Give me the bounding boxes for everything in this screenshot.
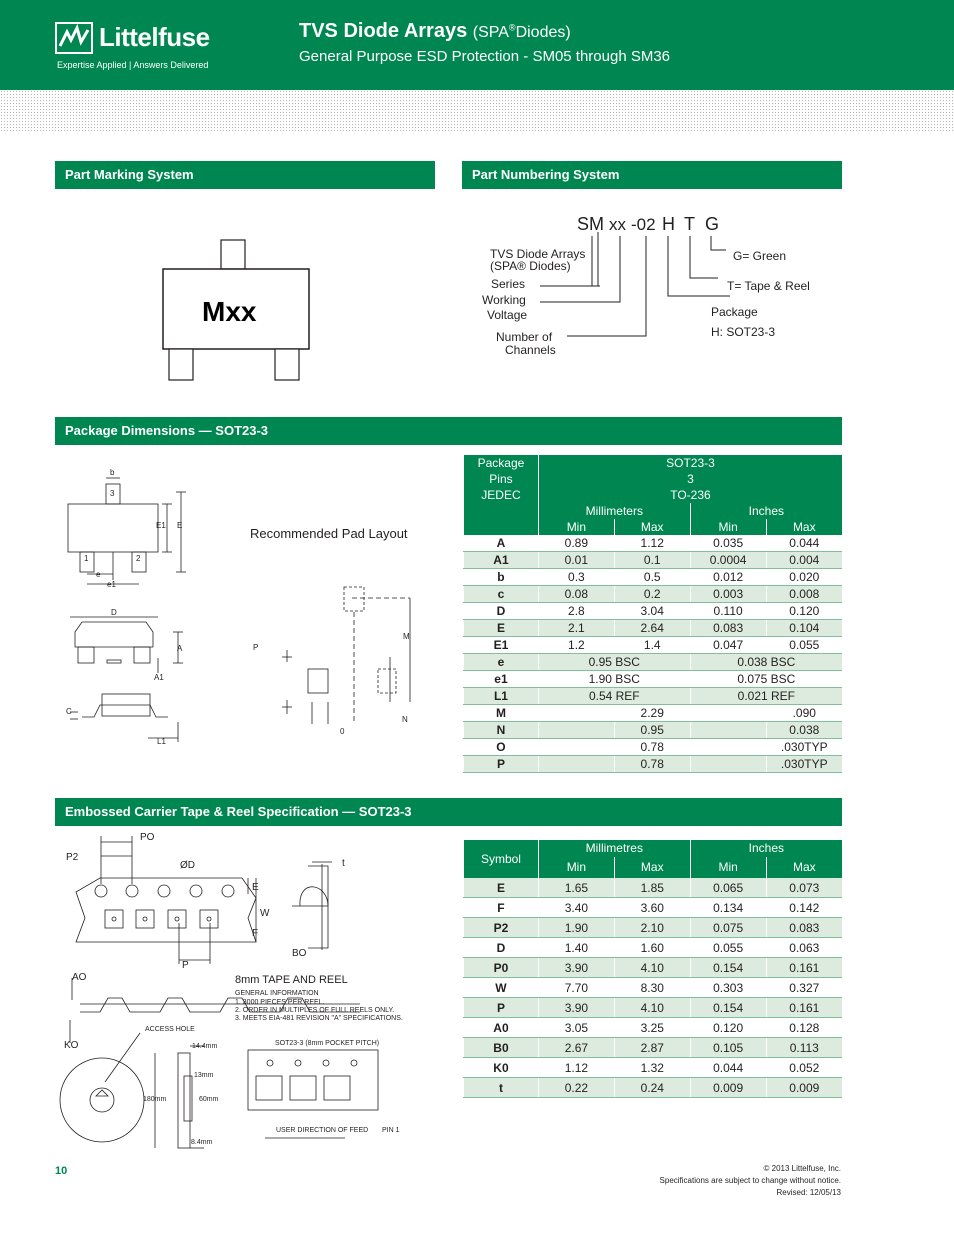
table-cell xyxy=(690,722,766,739)
table-cell: 0.113 xyxy=(766,1038,842,1058)
table-cell: .030TYP xyxy=(766,739,842,756)
table-cell: 0.055 xyxy=(766,637,842,654)
svg-text:E: E xyxy=(177,521,183,530)
table-cell: 0.075 BSC xyxy=(690,671,842,688)
unit-mm-tape: Millimetres xyxy=(538,840,690,857)
svg-text:PO: PO xyxy=(140,832,155,843)
svg-text:14.4mm: 14.4mm xyxy=(192,1043,218,1050)
table-cell: e1 xyxy=(464,671,539,688)
code-g: G xyxy=(705,214,720,234)
table-row xyxy=(464,671,843,688)
svg-text:E: E xyxy=(252,882,259,893)
table-cell: 1.65 xyxy=(538,878,614,898)
table-cell: 0.052 xyxy=(766,1058,842,1078)
svg-text:N: N xyxy=(402,715,408,724)
table-cell: 7.70 xyxy=(538,978,614,998)
pkg-value: SOT23-3 xyxy=(538,455,842,471)
table-cell: t xyxy=(464,1078,539,1098)
table-cell: .030TYP xyxy=(766,756,842,773)
table-cell: 4.10 xyxy=(614,958,690,978)
table-cell: 1.2 xyxy=(538,637,614,654)
table-cell: 0.009 xyxy=(690,1078,766,1098)
tape-spec-table: Symbol Millimetres Inches Min Max Min Max E 1.65 1.85 0.065 0.073 F 3.40 3.60 0.134 0.142 P2 1.90 2.10 0.075 0.083 D 1.40 1.60 0.055 0.063 P0 3.90 4.10 0.154 0.161 W 7.70 8.30 0.303 0.327 P 3.90 4.10 0.154 0.161 A0 3.05 3.25 0.120 0.128 B0 2.67 2.87 0.105 0.113 K0 1.12 1.32 0.044 0.052 t 0.22 0.24 0.009 0.009 xyxy=(463,840,842,1098)
jedec-label: JEDEC xyxy=(464,487,539,503)
table-cell xyxy=(538,756,614,773)
table-cell: 3.04 xyxy=(614,603,690,620)
table-row xyxy=(464,722,843,739)
table-cell: E xyxy=(464,620,539,637)
brand-tagline: Expertise Applied | Answers Delivered xyxy=(57,60,209,70)
svg-text:PIN 1: PIN 1 xyxy=(382,1127,400,1134)
table-cell: 1.4 xyxy=(614,637,690,654)
title-suffix: (SPA®Diodes) xyxy=(472,22,571,41)
table-cell: 0.24 xyxy=(614,1078,690,1098)
table-cell: 0.142 xyxy=(766,898,842,918)
table-cell: 0.003 xyxy=(690,586,766,603)
table-cell: 0.044 xyxy=(690,1058,766,1078)
table-cell: 1.85 xyxy=(614,878,690,898)
table-cell: 0.89 xyxy=(538,535,614,552)
table-cell: 2.8 xyxy=(538,603,614,620)
table-cell: 0.073 xyxy=(766,878,842,898)
table-cell: 0.128 xyxy=(766,1018,842,1038)
table-cell: A1 xyxy=(464,552,539,569)
section-tape-reel: Embossed Carrier Tape & Reel Specification — SOT23-3 xyxy=(55,798,842,826)
svg-text:AO: AO xyxy=(72,972,87,983)
table-cell: 0.044 xyxy=(766,535,842,552)
page-subtitle: General Purpose ESD Protection - SM05 through SM36 xyxy=(299,48,671,65)
table-cell: K0 xyxy=(464,1058,539,1078)
table-row xyxy=(464,998,843,1018)
section-part-numbering: Part Numbering System xyxy=(462,161,842,189)
table-cell: 0.065 xyxy=(690,878,766,898)
table-row xyxy=(464,878,843,898)
table-cell: 0.95 xyxy=(614,722,690,739)
svg-text:D: D xyxy=(111,608,117,617)
table-row xyxy=(464,756,843,773)
table-cell: 2.67 xyxy=(538,1038,614,1058)
table-cell: c xyxy=(464,586,539,603)
table-cell: 0.0004 xyxy=(690,552,766,569)
table-cell: A0 xyxy=(464,1018,539,1038)
svg-text:ØD: ØD xyxy=(180,860,195,871)
table-cell: 0.021 REF xyxy=(690,688,842,705)
table-cell: 0.95 BSC xyxy=(538,654,690,671)
page-header xyxy=(0,0,954,90)
svg-text:2: 2 xyxy=(136,554,141,563)
table-cell: E1 xyxy=(464,637,539,654)
svg-text:L1: L1 xyxy=(157,737,166,746)
table-cell: 0.3 xyxy=(538,569,614,586)
table-row xyxy=(464,586,843,603)
table-row xyxy=(464,898,843,918)
svg-text:P: P xyxy=(253,643,259,652)
table-cell: P xyxy=(464,998,539,1018)
table-cell: 3.40 xyxy=(538,898,614,918)
pins-value: 3 xyxy=(538,471,842,487)
section-package-dimensions: Package Dimensions — SOT23-3 xyxy=(55,417,842,445)
table-cell: 0.038 BSC xyxy=(690,654,842,671)
table-row xyxy=(464,637,843,654)
table-cell: B0 xyxy=(464,1038,539,1058)
title-main: TVS Diode Arrays xyxy=(299,20,468,42)
table-cell: 0.038 xyxy=(766,722,842,739)
page-title xyxy=(299,20,571,43)
table-cell: 0.327 xyxy=(766,978,842,998)
table-row xyxy=(464,1058,843,1078)
table-cell: 0.047 xyxy=(690,637,766,654)
table-cell: 0.105 xyxy=(690,1038,766,1058)
svg-text:F: F xyxy=(252,928,259,939)
table-cell: P xyxy=(464,756,539,773)
table-row xyxy=(464,938,843,958)
table-cell: b xyxy=(464,569,539,586)
table-cell: e xyxy=(464,654,539,671)
table-cell: 0.075 xyxy=(690,918,766,938)
package-dimensions-rows xyxy=(464,535,843,773)
pkg-label: Package xyxy=(464,455,539,471)
brand-name: Littelfuse xyxy=(99,22,210,52)
table-cell: E xyxy=(464,878,539,898)
table-row xyxy=(464,958,843,978)
table-cell: A xyxy=(464,535,539,552)
footer-copyright: © 2013 Littelfuse, Inc. xyxy=(763,1164,841,1173)
table-cell: .090 xyxy=(766,705,842,722)
table-cell: 1.32 xyxy=(614,1058,690,1078)
table-cell: 1.90 BSC xyxy=(538,671,690,688)
table-cell: 1.40 xyxy=(538,938,614,958)
table-cell: 1.12 xyxy=(538,1058,614,1078)
table-cell: 2.87 xyxy=(614,1038,690,1058)
symbol-header: Symbol xyxy=(464,840,539,878)
table-cell: P2 xyxy=(464,918,539,938)
table-cell: 0.004 xyxy=(766,552,842,569)
table-cell: 2.1 xyxy=(538,620,614,637)
svg-text:C: C xyxy=(66,707,72,716)
table-cell: 0.161 xyxy=(766,998,842,1018)
svg-text:BO: BO xyxy=(292,948,307,959)
svg-text:P: P xyxy=(182,960,189,971)
table-row xyxy=(464,978,843,998)
table-row xyxy=(464,918,843,938)
svg-text:b: b xyxy=(110,468,115,477)
table-cell: 0.120 xyxy=(690,1018,766,1038)
table-cell xyxy=(690,756,766,773)
unit-in-tape: Inches xyxy=(690,840,842,857)
table-cell: 0.009 xyxy=(766,1078,842,1098)
svg-text:0: 0 xyxy=(340,727,345,736)
table-cell: 0.2 xyxy=(614,586,690,603)
unit-mm: Millimeters xyxy=(538,503,690,519)
table-cell: 3.60 xyxy=(614,898,690,918)
table-cell: 0.303 xyxy=(690,978,766,998)
table-cell: D xyxy=(464,603,539,620)
table-cell: D xyxy=(464,938,539,958)
svg-text:e1: e1 xyxy=(107,580,116,589)
table-cell: 0.22 xyxy=(538,1078,614,1098)
table-cell: W xyxy=(464,978,539,998)
dotted-band xyxy=(0,90,954,132)
table-cell: 3.05 xyxy=(538,1018,614,1038)
table-cell: 3.25 xyxy=(614,1018,690,1038)
table-cell: 0.154 xyxy=(690,958,766,978)
table-cell xyxy=(690,739,766,756)
page-number: 10 xyxy=(55,1165,68,1177)
table-row xyxy=(464,654,843,671)
table-row xyxy=(464,705,843,722)
table-cell: M xyxy=(464,705,539,722)
svg-text:1: 1 xyxy=(84,554,89,563)
table-row xyxy=(464,1038,843,1058)
table-cell: 4.10 xyxy=(614,998,690,1018)
table-row xyxy=(464,535,843,552)
svg-text:3: 3 xyxy=(110,489,115,498)
table-cell: 0.134 xyxy=(690,898,766,918)
svg-text:60mm: 60mm xyxy=(199,1096,219,1103)
code-h: H xyxy=(662,214,675,234)
table-cell: 0.055 xyxy=(690,938,766,958)
svg-text:8.4mm: 8.4mm xyxy=(191,1139,213,1146)
svg-text:t: t xyxy=(342,858,345,869)
svg-text:USER DIRECTION OF FEED: USER DIRECTION OF FEED xyxy=(276,1127,369,1134)
unit-in: Inches xyxy=(690,503,842,519)
code-t: T xyxy=(684,214,695,234)
pins-label: Pins xyxy=(464,471,539,487)
table-cell: 0.110 xyxy=(690,603,766,620)
footer-notice: Specifications are subject to change without notice. xyxy=(659,1176,841,1185)
table-cell xyxy=(538,722,614,739)
table-row xyxy=(464,1078,843,1098)
table-cell: 3.90 xyxy=(538,998,614,1018)
table-row xyxy=(464,603,843,620)
table-cell xyxy=(538,739,614,756)
svg-text:e: e xyxy=(96,570,101,579)
table-cell: 3.90 xyxy=(538,958,614,978)
table-row xyxy=(464,739,843,756)
table-cell: 0.161 xyxy=(766,958,842,978)
code-02: -02 xyxy=(631,215,656,234)
table-cell: N xyxy=(464,722,539,739)
table-row xyxy=(464,688,843,705)
table-cell: 0.104 xyxy=(766,620,842,637)
svg-text:SOT23-3 (8mm POCKET PITCH): SOT23-3 (8mm POCKET PITCH) xyxy=(275,1040,380,1047)
table-cell: L1 xyxy=(464,688,539,705)
table-cell: 0.54 REF xyxy=(538,688,690,705)
table-cell: 2.10 xyxy=(614,918,690,938)
littelfuse-emblem-icon xyxy=(55,22,93,54)
svg-text:P2: P2 xyxy=(66,852,79,863)
table-cell: 0.008 xyxy=(766,586,842,603)
svg-text:M: M xyxy=(403,632,410,641)
table-cell: 0.154 xyxy=(690,998,766,1018)
chip-marking-text: Mxx xyxy=(202,296,257,327)
svg-text:13mm: 13mm xyxy=(194,1072,214,1079)
table-cell xyxy=(690,705,766,722)
table-cell: 0.083 xyxy=(690,620,766,637)
table-cell: 0.012 xyxy=(690,569,766,586)
svg-text:W: W xyxy=(260,908,270,919)
table-cell: 2.64 xyxy=(614,620,690,637)
svg-text:ACCESS HOLE: ACCESS HOLE xyxy=(145,1026,195,1033)
table-cell: 0.78 xyxy=(614,756,690,773)
table-cell: 0.01 xyxy=(538,552,614,569)
pad-layout-label: Recommended Pad Layout xyxy=(250,526,408,541)
tape-spec-rows xyxy=(464,878,843,1098)
table-cell: 0.063 xyxy=(766,938,842,958)
jedec-value: TO-236 xyxy=(538,487,842,503)
svg-text:KO: KO xyxy=(64,1040,79,1051)
table-cell: 2.29 xyxy=(614,705,690,722)
table-cell: 1.90 xyxy=(538,918,614,938)
svg-text:E1: E1 xyxy=(156,521,166,530)
table-row xyxy=(464,552,843,569)
code-sm: SM xyxy=(577,214,604,234)
table-cell: 0.120 xyxy=(766,603,842,620)
section-part-marking: Part Marking System xyxy=(55,161,435,189)
table-cell: 0.5 xyxy=(614,569,690,586)
table-cell: 1.60 xyxy=(614,938,690,958)
package-dimension-drawing xyxy=(60,462,410,752)
table-cell: 8.30 xyxy=(614,978,690,998)
table-cell: 0.78 xyxy=(614,739,690,756)
table-row xyxy=(464,620,843,637)
table-cell xyxy=(538,705,614,722)
footer-revised: Revised: 12/05/13 xyxy=(776,1188,841,1197)
table-cell: 0.020 xyxy=(766,569,842,586)
table-cell: 0.035 xyxy=(690,535,766,552)
part-marking-drawing xyxy=(160,235,315,385)
table-cell: 0.1 xyxy=(614,552,690,569)
table-cell: F xyxy=(464,898,539,918)
table-cell: 1.12 xyxy=(614,535,690,552)
table-cell: 0.08 xyxy=(538,586,614,603)
table-row xyxy=(464,1018,843,1038)
svg-text:180mm: 180mm xyxy=(143,1096,167,1103)
svg-text:A1: A1 xyxy=(154,673,164,682)
table-cell: 0.083 xyxy=(766,918,842,938)
package-dimensions-table: Package SOT23-3 Pins 3 JEDEC TO-236 Millimeters Inches Min Max Min Max A 0.89 1.12 0.035 0.044 A1 0.01 0.1 0.0004 0.004 b 0.3 0.5 0.012 0.020 c 0.08 0.2 0.003 0.008 D 2.8 3.04 0.110 0.120 E 2.1 2.64 0.083 0.104 E1 1.2 1.4 0.047 0.055 e 0.95 BSC 0.038 BSC e1 1.90 BSC 0.075 BSC L1 0.54 REF 0.021 REF M 2.29 .090 N 0.95 0.038 O 0.78 .030TYP P 0.78 .030TYP xyxy=(463,455,842,773)
table-cell: O xyxy=(464,739,539,756)
table-row xyxy=(464,569,843,586)
code-xx: xx xyxy=(609,215,626,234)
table-cell: P0 xyxy=(464,958,539,978)
svg-text:A: A xyxy=(177,644,183,653)
